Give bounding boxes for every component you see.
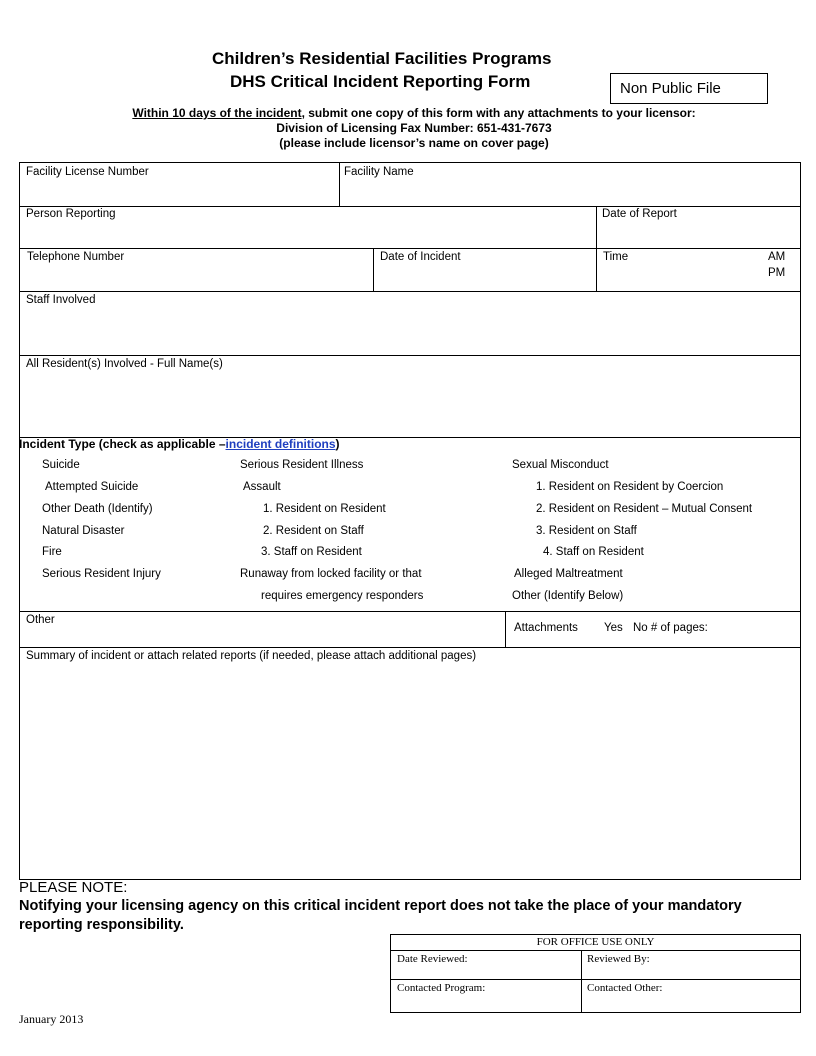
option-serious-resident-injury[interactable]: Serious Resident Injury <box>42 568 161 580</box>
footer-date: January 2013 <box>19 1012 84 1026</box>
incident-type-heading <box>19 437 340 451</box>
option-runaway-continued: requires emergency responders <box>261 590 424 602</box>
incident-definitions-link[interactable]: incident definitions <box>225 437 336 451</box>
option-other-death[interactable]: Other Death (Identify) <box>42 503 153 515</box>
incident-type-prefix: Incident Type (check as applicable – <box>19 437 226 451</box>
row-divider-3 <box>19 291 801 292</box>
option-assault-resident-on-staff[interactable]: 2. Resident on Staff <box>263 525 364 537</box>
office-use-title: FOR OFFICE USE ONLY <box>536 936 655 948</box>
option-sexual-mutual-consent[interactable]: 2. Resident on Resident – Mutual Consent <box>536 503 753 515</box>
instruction-line-1 <box>0 106 816 121</box>
date-of-incident-field[interactable]: Date of Incident <box>380 251 461 263</box>
contacted-other-field[interactable]: Contacted Other: <box>587 982 663 994</box>
option-attempted-suicide[interactable]: Attempted Suicide <box>45 481 139 493</box>
note-heading: PLEASE NOTE: <box>19 879 128 896</box>
option-other-identify[interactable]: Other (Identify Below) <box>512 590 624 602</box>
office-divider-1 <box>390 950 801 951</box>
facility-name-field[interactable]: Facility Name <box>344 166 414 178</box>
row-divider-1 <box>19 206 801 207</box>
option-assault[interactable]: Assault <box>243 481 281 493</box>
incident-type-suffix: ) <box>335 437 340 451</box>
title-line-2: DHS Critical Incident Reporting Form <box>230 72 531 91</box>
non-public-file-box: Non Public File <box>610 73 768 104</box>
other-field[interactable]: Other <box>26 614 55 626</box>
reviewed-by-field[interactable]: Reviewed By: <box>587 953 650 965</box>
form-top-border <box>19 162 801 163</box>
option-assault-resident-on-resident[interactable]: 1. Resident on Resident <box>263 503 386 515</box>
option-alleged-maltreatment[interactable]: Alleged Maltreatment <box>514 568 623 580</box>
row-divider-2 <box>19 248 801 249</box>
contacted-program-field[interactable]: Contacted Program: <box>397 982 486 994</box>
time-field[interactable]: Time <box>603 251 629 263</box>
row-divider-7 <box>19 647 801 648</box>
form-right-border <box>800 162 801 880</box>
option-natural-disaster[interactable]: Natural Disaster <box>42 525 125 537</box>
staff-involved-field[interactable]: Staff Involved <box>26 294 96 306</box>
office-divider-2 <box>390 979 801 980</box>
col-divider-report-date <box>596 206 597 292</box>
option-fire[interactable]: Fire <box>42 546 62 558</box>
option-sexual-staff-on-resident[interactable]: 4. Staff on Resident <box>543 546 644 558</box>
option-sexual-resident-on-staff[interactable]: 3. Resident on Staff <box>536 525 637 537</box>
pm-option[interactable]: PM <box>768 267 786 279</box>
attachments-no-pages[interactable]: No # of pages: <box>633 622 708 634</box>
telephone-number-field[interactable]: Telephone Number <box>27 251 125 263</box>
row-divider-4 <box>19 355 801 356</box>
col-divider-facility <box>339 162 340 207</box>
deadline-text: Within 10 days of the incident <box>132 106 302 120</box>
col-divider-incident-date <box>373 248 374 292</box>
option-suicide[interactable]: Suicide <box>42 459 80 471</box>
person-reporting-field[interactable]: Person Reporting <box>26 208 116 220</box>
office-col-divider <box>581 950 582 1013</box>
col-divider-attachments <box>505 611 506 648</box>
attachments-yes-option[interactable]: Yes <box>604 622 623 634</box>
instructions <box>0 106 816 151</box>
option-assault-staff-on-resident[interactable]: 3. Staff on Resident <box>261 546 362 558</box>
facility-license-number-field[interactable]: Facility License Number <box>26 166 149 178</box>
form-bottom-border <box>19 879 801 880</box>
residents-involved-field[interactable]: All Resident(s) Involved - Full Name(s) <box>26 358 223 370</box>
fax-line: Division of Licensing Fax Number: 651-431-7673 <box>276 121 552 135</box>
title-line-1: Children’s Residential Facilities Programs <box>212 49 552 68</box>
date-reviewed-field[interactable]: Date Reviewed: <box>397 953 468 965</box>
option-runaway[interactable]: Runaway from locked facility or that <box>240 568 422 580</box>
form-left-border <box>19 162 20 880</box>
instruction-rest: , submit one copy of this form with any attachments to your licensor: <box>301 106 696 120</box>
date-of-report-field[interactable]: Date of Report <box>602 208 677 220</box>
am-option[interactable]: AM <box>768 251 786 263</box>
option-sexual-coercion[interactable]: 1. Resident on Resident by Coercion <box>536 481 724 493</box>
row-divider-6 <box>19 611 801 612</box>
summary-field[interactable]: Summary of incident or attach related reports (if needed, please attach additional pages) <box>26 650 477 662</box>
option-serious-resident-illness[interactable]: Serious Resident Illness <box>240 459 364 471</box>
attachments-label: Attachments <box>514 622 578 634</box>
cover-line: (please include licensor’s name on cover page) <box>279 136 549 150</box>
option-sexual-misconduct[interactable]: Sexual Misconduct <box>512 459 609 471</box>
note-text: Notifying your licensing agency on this critical incident report does not take the place of your mandatory reporting responsibility. <box>19 898 742 933</box>
